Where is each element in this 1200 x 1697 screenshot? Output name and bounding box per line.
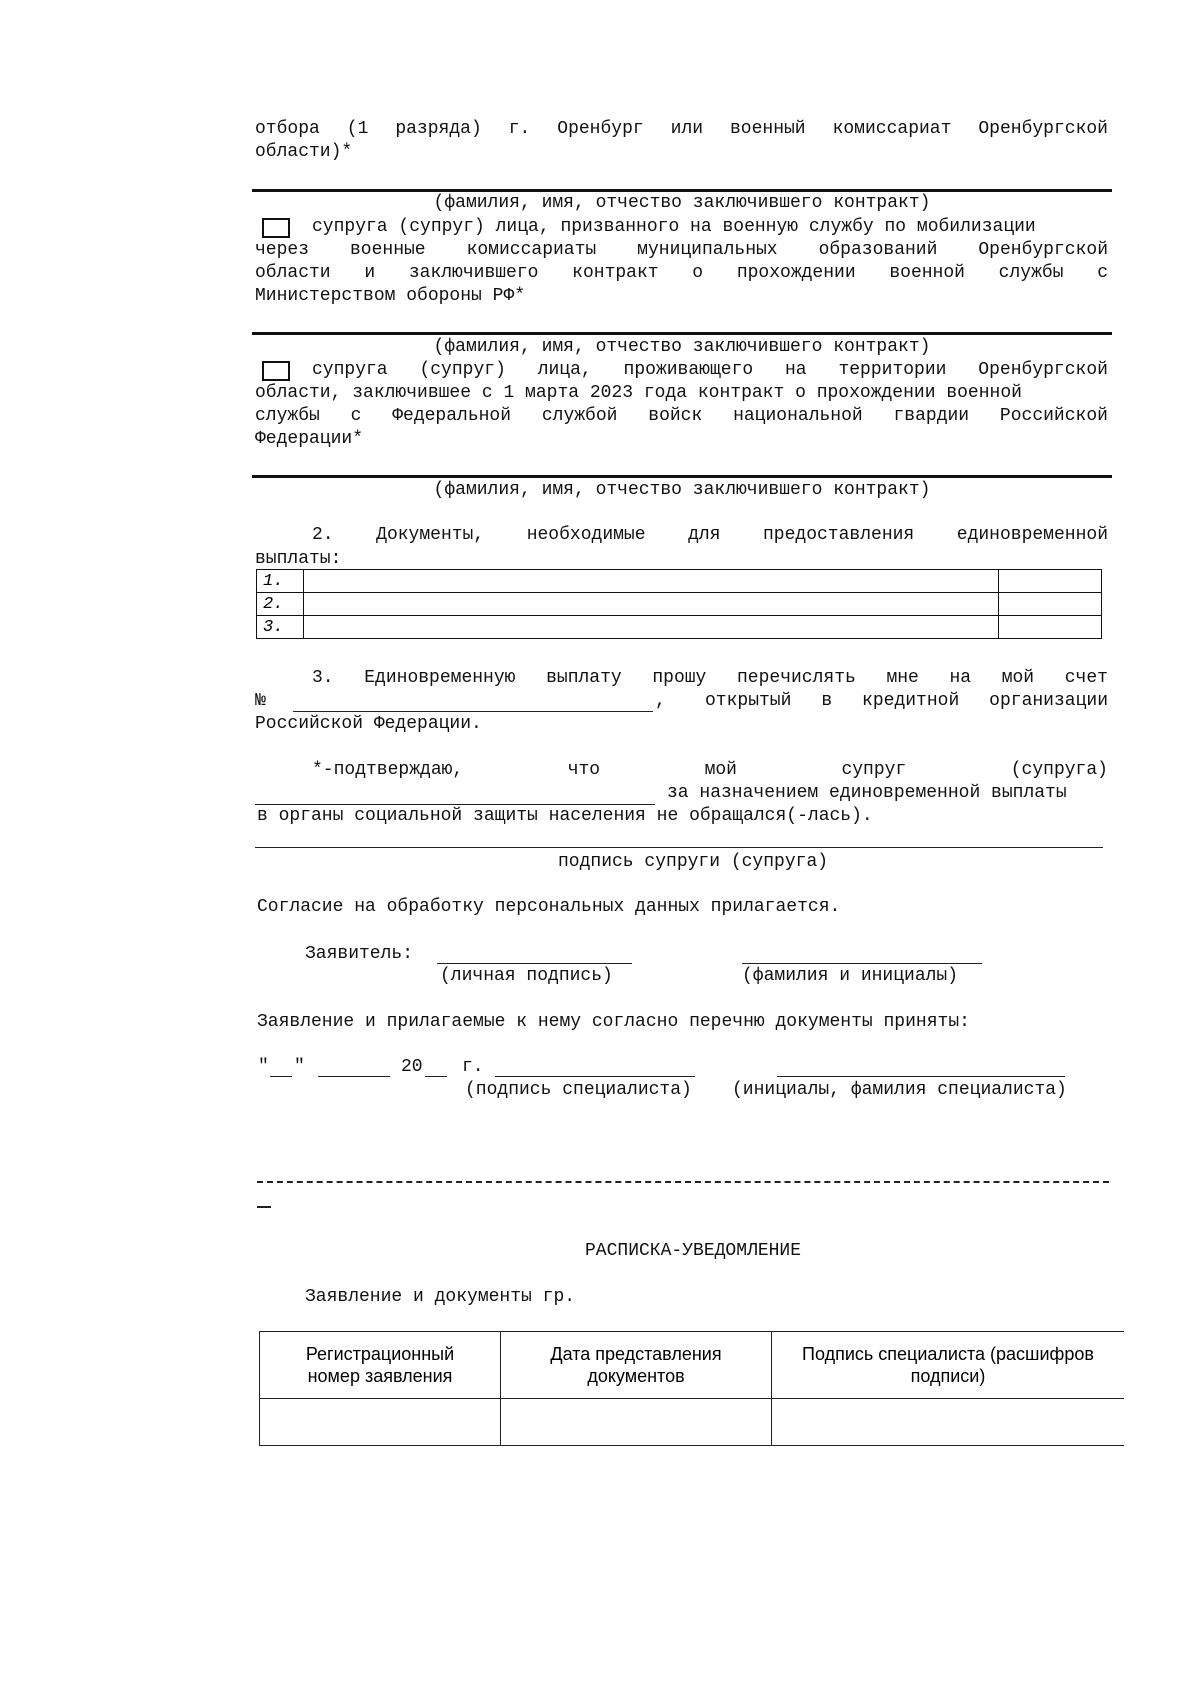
date-month-field[interactable] (318, 1076, 390, 1077)
section3-line-1: 3. Единовременную выплату прошу перечислять мне на мой счет (312, 668, 1108, 688)
fio-caption-1: (фамилия, имя, отчество заключившего контракт) (433, 193, 931, 213)
date-year-suffix: г. (462, 1057, 484, 1077)
col-registration-number (260, 1332, 501, 1399)
cut-line-tail (257, 1206, 271, 1208)
col-registration-number-line1: Регистрационный (305, 1344, 455, 1364)
applicant-signature-field[interactable] (437, 963, 632, 964)
document-cell[interactable] (304, 616, 999, 639)
section2-line-2: выплаты: (255, 549, 342, 569)
applicant-signature-caption: (личная подпись) (440, 966, 613, 986)
col-submission-date-line2: документов (587, 1366, 685, 1386)
date-year-prefix: 20 (401, 1057, 423, 1077)
specialist-signature-caption: (подпись специалиста) (465, 1080, 692, 1100)
fio-line-3 (252, 475, 1112, 478)
option1-line-4: Министерством обороны РФ* (255, 286, 526, 306)
table-row (260, 1399, 1125, 1446)
col-specialist-signature (772, 1332, 1125, 1399)
top-line-2: области)* (255, 142, 353, 162)
document-cell[interactable] (304, 570, 999, 593)
table-row (257, 570, 1102, 593)
account-number-field[interactable] (293, 711, 653, 712)
specialist-name-field[interactable] (777, 1076, 1065, 1077)
spouse-name-field[interactable] (255, 804, 655, 805)
option1-line-2: через военные комиссариаты муниципальных образований Оренбургской (255, 240, 1108, 260)
date-day-field[interactable] (270, 1076, 292, 1077)
option2-line-3: службы с Федеральной службой войск национальной гвардии Российской (255, 406, 1108, 426)
date-year-field[interactable] (425, 1076, 447, 1077)
receipt-title: РАСПИСКА-УВЕДОМЛЕНИЕ (585, 1241, 802, 1261)
top-line-1: отбора (1 разряда) г. Оренбург или военный комиссариат Оренбургской (255, 119, 1108, 139)
accepted-text: Заявление и прилагаемые к нему согласно перечню документы приняты: (257, 1012, 970, 1032)
confirm-line-1: *-подтверждаю, что мой супруг (супруга) (312, 760, 1108, 780)
option2-line-4: Федерации* (255, 429, 364, 449)
specialist-signature-field[interactable] (495, 1076, 695, 1077)
row-number: 1. (257, 570, 304, 593)
confirm-line-3: в органы социальной защиты населения не обращался(-лась). (257, 806, 873, 826)
registration-number-cell[interactable] (260, 1399, 501, 1446)
document-extra-cell[interactable] (999, 570, 1102, 593)
col-submission-date-line1: Дата представления (550, 1344, 722, 1364)
date-quote-close: " (294, 1057, 305, 1077)
col-submission-date (501, 1332, 772, 1399)
row-number: 2. (257, 593, 304, 616)
table-row (260, 1332, 1125, 1399)
receipt-intro: Заявление и документы гр. (305, 1287, 576, 1307)
documents-table (256, 569, 1102, 639)
section2-line-1: 2. Документы, необходимые для предоставления единовременной (312, 525, 1108, 545)
spouse-signature-line[interactable] (255, 847, 1103, 848)
option1-line-3: области и заключившего контракт о прохождении военной службы с (255, 263, 1108, 283)
table-row (257, 593, 1102, 616)
fio-caption-2: (фамилия, имя, отчество заключившего контракт) (433, 337, 931, 357)
fio-line-2 (252, 332, 1112, 335)
consent-text: Согласие на обработку персональных данных прилагается. (257, 897, 841, 917)
fio-caption-3: (фамилия, имя, отчество заключившего контракт) (433, 480, 931, 500)
account-number-sign: № (255, 691, 266, 711)
option2-checkbox[interactable] (262, 361, 290, 381)
option1-checkbox[interactable] (262, 218, 290, 238)
receipt-table (259, 1331, 1124, 1446)
submission-date-cell[interactable] (501, 1399, 772, 1446)
date-quote-open: " (258, 1057, 269, 1077)
table-row (257, 616, 1102, 639)
applicant-label: Заявитель: (305, 944, 414, 964)
document-extra-cell[interactable] (999, 593, 1102, 616)
section3-line-3: Российской Федерации. (255, 714, 482, 734)
applicant-name-field[interactable] (742, 963, 982, 964)
option2-line-2: области, заключившее с 1 марта 2023 года контракт о прохождении военной (255, 383, 1022, 403)
col-specialist-signature-line2: подписи) (910, 1366, 986, 1386)
cut-line (257, 1181, 1109, 1183)
col-registration-number-line2: номер заявления (307, 1366, 453, 1386)
specialist-signature-cell[interactable] (772, 1399, 1125, 1446)
section3-line-2: открытый в кредитной организации (705, 691, 1108, 711)
applicant-name-caption: (фамилия и инициалы) (742, 966, 959, 986)
col-specialist-signature-line1: Подпись специалиста (расшифров (802, 1344, 1094, 1364)
option2-line-1: супруга (супруг) лица, проживающего на территории Оренбургской (312, 360, 1108, 380)
confirm-line-2: за назначением единовременной выплаты (667, 783, 1067, 803)
fio-line-1 (252, 189, 1112, 192)
option1-line-1: супруга (супруг) лица, призванного на военную службу по мобилизации (312, 217, 1036, 237)
account-comma: , (655, 691, 666, 711)
document-extra-cell[interactable] (999, 616, 1102, 639)
document-cell[interactable] (304, 593, 999, 616)
row-number: 3. (257, 616, 304, 639)
spouse-signature-caption: подпись супруги (супруга) (558, 852, 829, 872)
specialist-name-caption: (инициалы, фамилия специалиста) (732, 1080, 1067, 1100)
